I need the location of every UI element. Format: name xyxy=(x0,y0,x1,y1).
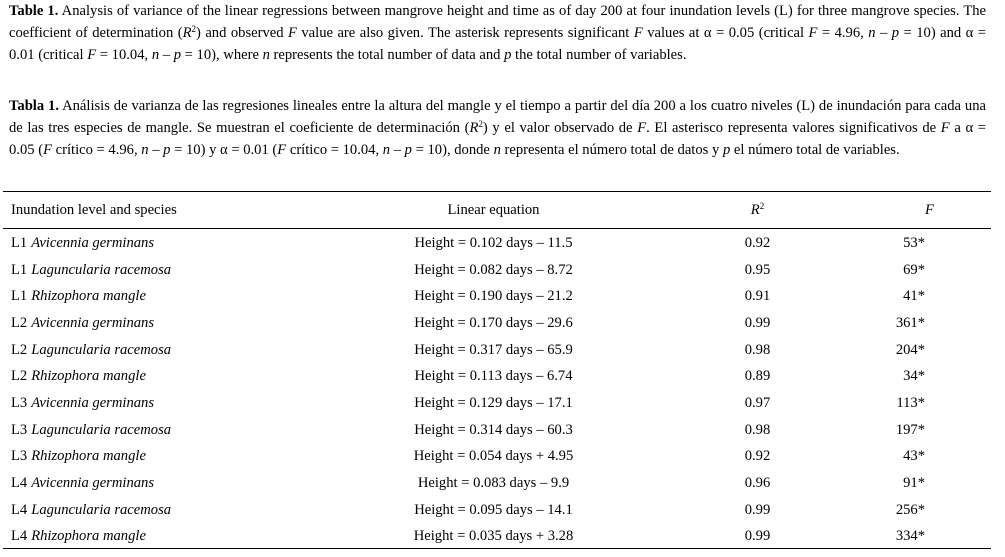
caption-symbol: p xyxy=(504,47,512,63)
cell-f: 256* xyxy=(895,501,925,518)
caption-symbol: R xyxy=(182,25,192,41)
caption-text: – xyxy=(148,142,164,158)
cell-equation: Height = 0.317 days – 65.9 xyxy=(414,341,573,358)
cell-r2: 0.96 xyxy=(744,475,771,492)
species-name: Avicennia germinans xyxy=(31,475,155,492)
caption-text: = 10) and α = 0.01 (critical xyxy=(9,25,987,63)
caption-text: – xyxy=(875,25,892,41)
cell-species xyxy=(3,524,301,551)
caption-superscript: 2 xyxy=(191,24,196,34)
caption-symbol: F xyxy=(43,142,52,158)
cell-f: 113* xyxy=(896,394,925,411)
caption-text: = 10), where xyxy=(181,47,263,63)
table-row xyxy=(3,444,991,471)
species-name: Laguncularia racemosa xyxy=(31,421,172,438)
inundation-level: L3 xyxy=(11,448,28,465)
regression-table xyxy=(3,192,991,550)
caption-text: crítico = 10.04, xyxy=(286,142,383,158)
caption-text: el número total de variables. xyxy=(730,142,900,158)
caption-text: Analysis of variance of the linear regressions between mangrove height and time as of day 200 at four inundation levels (L) for three mangrove species. The coefficient of determination ( xyxy=(9,3,987,41)
table-row xyxy=(3,310,991,337)
cell-species xyxy=(3,417,301,444)
caption-text: . El asterisco representa valores significativos de xyxy=(646,120,941,136)
table-row xyxy=(3,524,991,551)
caption-symbol: n xyxy=(262,47,270,63)
cell-r2: 0.99 xyxy=(744,501,771,518)
caption-symbol: F xyxy=(808,25,818,41)
caption-symbol: R xyxy=(469,120,479,136)
caption-symbol: n xyxy=(151,47,160,63)
caption-symbol: p xyxy=(891,25,900,41)
caption-symbol: p xyxy=(722,142,731,158)
inundation-level: L4 xyxy=(11,475,28,492)
inundation-level: L4 xyxy=(11,501,28,518)
species-name: Rhizophora mangle xyxy=(31,288,146,305)
cell-r2: 0.97 xyxy=(744,394,771,411)
species-name: Rhizophora mangle xyxy=(31,368,146,385)
caption-text: – xyxy=(159,47,174,63)
inundation-level: L1 xyxy=(11,234,28,251)
caption-symbol: p xyxy=(163,142,171,158)
caption-text: ) and observed xyxy=(196,25,288,41)
caption-text: values at α = 0.05 (critical xyxy=(642,25,809,41)
caption-superscript: 2 xyxy=(478,119,483,129)
header-r-superscript: 2 xyxy=(759,200,765,211)
caption-symbol: F xyxy=(87,47,97,63)
cell-f: 334* xyxy=(895,528,925,545)
table-row xyxy=(3,257,991,284)
header-f-symbol: F xyxy=(925,201,934,218)
caption-text: the total number of variables. xyxy=(511,47,687,63)
cell-f: 43* xyxy=(903,448,925,465)
cell-r2: 0.89 xyxy=(744,368,771,385)
caption-text: = 4.96, xyxy=(817,25,869,41)
header-r2 xyxy=(686,192,829,228)
caption-text: – xyxy=(390,142,405,158)
inundation-level: L2 xyxy=(11,341,28,358)
cell-species xyxy=(3,390,301,417)
caption-symbol: F xyxy=(940,120,950,136)
cell-species xyxy=(3,444,301,471)
cell-species xyxy=(3,257,301,284)
cell-r2: 0.99 xyxy=(744,314,771,331)
cell-f: 41* xyxy=(903,288,925,305)
header-equation: Linear equation xyxy=(447,201,540,218)
inundation-level: L1 xyxy=(11,288,28,305)
inundation-level: L2 xyxy=(11,314,28,331)
species-name: Laguncularia racemosa xyxy=(31,261,172,278)
cell-species xyxy=(3,228,301,257)
header-species: Inundation level and species xyxy=(11,201,177,218)
cell-species xyxy=(3,283,301,310)
table-row xyxy=(3,337,991,364)
cell-equation: Height = 0.083 days – 9.9 xyxy=(417,475,570,492)
table-row xyxy=(3,417,991,444)
cell-f: 69* xyxy=(903,261,925,278)
table-row xyxy=(3,363,991,390)
table-header-row xyxy=(3,192,991,228)
cell-r2: 0.98 xyxy=(744,421,771,438)
caption-symbol: p xyxy=(173,47,181,63)
cell-species xyxy=(3,310,301,337)
inundation-level: L1 xyxy=(11,261,28,278)
caption-symbol: p xyxy=(404,142,412,158)
cell-r2: 0.92 xyxy=(744,448,771,465)
cell-equation: Height = 0.190 days – 21.2 xyxy=(414,288,573,305)
species-name: Avicennia germinans xyxy=(31,234,155,251)
caption-text: ) y el valor observado de xyxy=(482,120,638,136)
cell-f: 91* xyxy=(903,475,925,492)
cell-f: 34* xyxy=(903,368,925,385)
cell-equation: Height = 0.113 days – 6.74 xyxy=(414,368,573,385)
caption-symbol: n xyxy=(868,25,876,41)
inundation-level: L2 xyxy=(11,368,28,385)
species-name: Avicennia germinans xyxy=(31,314,155,331)
inundation-level: L3 xyxy=(11,421,28,438)
inundation-level: L3 xyxy=(11,394,28,411)
caption-text: represents the total number of data and xyxy=(269,47,505,63)
cell-equation: Height = 0.314 days – 60.3 xyxy=(414,421,573,438)
cell-species xyxy=(3,497,301,524)
cell-f: 53* xyxy=(903,234,925,251)
caption-text: crítico = 4.96, xyxy=(51,142,142,158)
cell-f: 204* xyxy=(895,341,925,358)
cell-species xyxy=(3,337,301,364)
caption-label: Tabla 1. xyxy=(9,98,59,114)
table-row xyxy=(3,390,991,417)
table-caption-spanish xyxy=(9,95,986,161)
species-name: Avicennia germinans xyxy=(31,394,155,411)
table-row xyxy=(3,497,991,524)
species-name: Laguncularia racemosa xyxy=(31,341,172,358)
inundation-level: L4 xyxy=(11,528,28,545)
table-row xyxy=(3,470,991,497)
caption-text: Análisis de varianza de las regresiones lineales entre la altura del mangle y el tiempo a partir del día 200 a los cuatro niveles (L) de inundación para cada una de las tres especies de mangle. Se muestran el coeficiente de determinación ( xyxy=(9,98,986,136)
cell-r2: 0.99 xyxy=(744,528,771,545)
cell-equation: Height = 0.129 days – 17.1 xyxy=(414,394,573,411)
header-f xyxy=(829,192,991,228)
caption-text: = 10) y α = 0.01 ( xyxy=(170,142,278,158)
cell-r2: 0.95 xyxy=(744,261,771,278)
cell-f: 197* xyxy=(895,421,925,438)
caption-symbol: F xyxy=(288,25,297,41)
cell-equation: Height = 0.095 days – 14.1 xyxy=(414,501,573,518)
cell-equation: Height = 0.082 days – 8.72 xyxy=(414,261,573,278)
cell-species xyxy=(3,470,301,497)
cell-f: 361* xyxy=(895,314,925,331)
table-row xyxy=(3,283,991,310)
cell-equation: Height = 0.170 days – 29.6 xyxy=(414,314,573,331)
caption-text: representa el número total de datos y xyxy=(500,142,723,158)
cell-equation: Height = 0.054 days + 4.95 xyxy=(413,448,574,465)
caption-text: = 10.04, xyxy=(96,47,152,63)
header-r-symbol: R xyxy=(750,201,760,218)
caption-text: a α = 0.05 ( xyxy=(9,120,986,158)
table-caption-english xyxy=(9,0,986,66)
caption-symbol: F xyxy=(637,120,647,136)
cell-r2: 0.98 xyxy=(744,341,771,358)
caption-symbol: F xyxy=(277,142,287,158)
species-name: Rhizophora mangle xyxy=(31,448,146,465)
cell-equation: Height = 0.102 days – 11.5 xyxy=(414,234,573,251)
cell-r2: 0.91 xyxy=(744,288,771,305)
caption-symbol: F xyxy=(633,25,643,41)
caption-symbol: n xyxy=(141,142,149,158)
caption-symbol: n xyxy=(382,142,391,158)
cell-species xyxy=(3,363,301,390)
species-name: Laguncularia racemosa xyxy=(31,501,172,518)
cell-r2: 0.92 xyxy=(744,234,771,251)
cell-equation: Height = 0.035 days + 3.28 xyxy=(413,528,574,545)
caption-label: Table 1. xyxy=(9,3,59,19)
caption-text: = 10), donde xyxy=(411,142,494,158)
species-name: Rhizophora mangle xyxy=(31,528,146,545)
caption-symbol: n xyxy=(493,142,501,158)
table-row xyxy=(3,228,991,257)
caption-text: value are also given. The asterisk represents significant xyxy=(296,25,634,41)
